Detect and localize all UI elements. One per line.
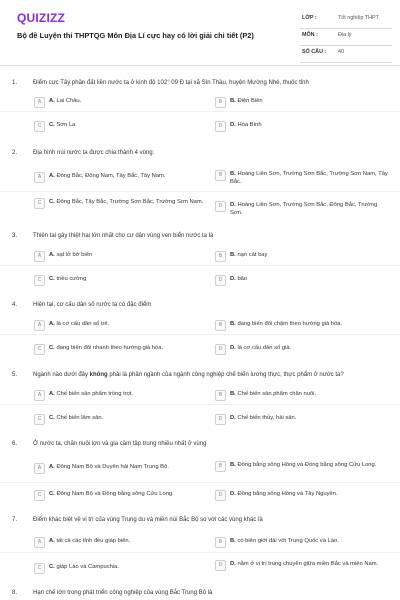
option-letter: C. — [49, 276, 55, 282]
question-number: 8. — [12, 590, 18, 596]
option-text: là cơ cấu dân số già. — [237, 345, 292, 351]
question-text: Hiện tại, cơ cấu dân số nước ta có đặc điểm — [33, 302, 152, 308]
option-letter: C. — [49, 199, 55, 205]
option-c-box: C — [34, 121, 45, 132]
option-d-box: D — [215, 414, 226, 425]
meta-key: SỐ CÂU : — [302, 49, 327, 55]
option-text: Đông Bắc, Đông Nam, Tây Bắc, Tây Nam. — [56, 173, 166, 179]
question-text-part: phải là phân ngành của ngành công nghiệp chế biến lương thực, thực phẩm ở nước ta? — [107, 372, 344, 378]
option-letter: D. — [230, 202, 236, 208]
option-letter: C. — [49, 415, 55, 421]
option-b-box: B — [215, 461, 226, 472]
question-text: Địa hình núi nước ta được chia thành 4 vùng: — [33, 150, 155, 156]
option-text: triều cường — [56, 276, 87, 282]
question-text: Điểm cực Tây phần đất liền nước ta ở kinh độ 102° 09 Đ tại xã Sín Thầu, huyện Mường Nhé, thuộc tỉnh — [33, 80, 309, 86]
option-letter: C. — [49, 564, 55, 570]
option-text: Hòa Bình — [237, 122, 262, 128]
option-text: Sơn La — [56, 122, 76, 128]
option-d-box: D — [215, 201, 226, 212]
option-letter: A. — [49, 98, 55, 104]
option-text: Hoàng Liên Sơn, Trường Sơn Bắc, Trường Sơn Nam, Tây Bắc. — [230, 171, 388, 185]
question-number: 1. — [12, 80, 18, 86]
option-letter: A. — [49, 173, 55, 179]
question-text: Ở nước ta, chăn nuôi lợn và gia cầm tập trung nhiều nhất ở vùng — [33, 441, 207, 447]
option-letter: B. — [230, 391, 236, 397]
option-text: Đông Bắc, Tây Bắc, Trường Sơn Bắc, Trường Sơn Nam. — [56, 199, 204, 205]
question-number: 3. — [12, 233, 18, 239]
option-text: có biên giới dài với Trung Quốc và Lào. — [237, 538, 339, 544]
question-text-emphasis: không — [89, 372, 108, 378]
option-text: nằm ở vị trí trung chuyển giữa miền Bắc và miền Nam. — [237, 561, 379, 567]
worksheet-header — [0, 0, 400, 62]
option-letter: C. — [49, 345, 55, 351]
option-c-box: C — [34, 275, 45, 286]
option-text: Đồng bằng sông Hồng và Tây Nguyên. — [237, 491, 338, 497]
option-letter: A. — [49, 252, 55, 258]
option-divider — [0, 111, 400, 112]
question-text: Hạn chế lớn trong phát triển công nghiệp của vùng Bắc Trung Bộ là — [33, 590, 213, 596]
question-number: 4. — [12, 302, 18, 308]
option-a-box: A — [34, 172, 45, 183]
option-text: Chế biến lâm sản. — [56, 415, 104, 421]
option-b-box: B — [215, 537, 226, 548]
meta-row-question-count — [300, 46, 392, 63]
option-letter: B. — [230, 462, 236, 468]
option-d-box: D — [215, 344, 226, 355]
option-divider — [0, 334, 400, 335]
option-d-box: D — [215, 121, 226, 132]
option-text: Hoàng Liên Sơn, Trường Sơn Bắc, Đông Bắc, Trường Sơn. — [230, 202, 378, 216]
option-b-box: B — [215, 97, 226, 108]
option-text: Lai Châu. — [56, 98, 82, 104]
option-letter: D. — [230, 276, 236, 282]
option-a-box: A — [34, 320, 45, 331]
question-text-part: Ngành nào dưới đây — [33, 372, 90, 378]
meta-key: LỚP : — [302, 15, 317, 21]
option-letter: D. — [230, 415, 236, 421]
option-a-box: A — [34, 97, 45, 108]
option-letter: B. — [230, 321, 236, 327]
option-d-box: D — [215, 275, 226, 286]
option-divider — [0, 404, 400, 405]
option-text: Điện Biên — [237, 98, 263, 104]
option-letter: B. — [230, 538, 236, 544]
option-letter: D. — [230, 561, 236, 567]
question-number: 6. — [12, 441, 18, 447]
option-c-box: C — [34, 414, 45, 425]
option-letter: B. — [230, 98, 236, 104]
option-b-box: B — [215, 320, 226, 331]
option-text: Đông Nam Bộ và Đồng bằng sông Cửu Long. — [56, 491, 174, 497]
meta-value: 40 — [338, 49, 344, 55]
question-number: 5. — [12, 372, 18, 378]
option-c-box: C — [34, 198, 45, 209]
question-text — [33, 372, 388, 378]
option-letter: D. — [230, 491, 236, 497]
option-text: Chế biến sản phẩm chăn nuôi. — [237, 391, 317, 397]
option-letter: D. — [230, 122, 236, 128]
option-d-box: D — [215, 560, 226, 571]
question-number: 2. — [12, 150, 18, 156]
quizizz-logo: QUIZIZZ — [17, 11, 66, 25]
option-text: Đồng bằng sông Hồng và Đồng bằng sông Cửu Long. — [237, 462, 377, 468]
option-text: Đông Nam Bộ và Duyên hải Nam Trung Bộ. — [56, 464, 169, 470]
header-divider — [0, 65, 400, 66]
worksheet-title: Bộ đề Luyện thi THPTQG Môn Địa Lí cực hay có lời giải chi tiết (P2) — [17, 31, 254, 40]
option-text: đang biến đổi nhanh theo hướng già hóa. — [56, 345, 164, 351]
option-divider — [0, 265, 400, 266]
option-text: đang biến đổi chậm theo hướng già hóa. — [237, 321, 343, 327]
option-letter: D. — [230, 345, 236, 351]
option-b-box: B — [215, 251, 226, 262]
option-text: Chế biến sản phẩm trồng trọt. — [56, 391, 134, 397]
option-letter: B. — [230, 252, 236, 258]
option-divider — [0, 552, 400, 553]
option-letter: B. — [230, 171, 236, 177]
option-c-box: C — [34, 344, 45, 355]
meta-value: Địa lý — [338, 32, 352, 38]
option-text: Chế biến thủy, hải sản. — [237, 415, 297, 421]
option-text: sạt lở bờ biển — [56, 252, 93, 258]
option-letter: A. — [49, 464, 55, 470]
meta-row-subject — [300, 29, 392, 46]
question-number: 7. — [12, 517, 18, 523]
option-text: là cơ cấu dân số trẻ. — [56, 321, 110, 327]
meta-row-class — [300, 12, 392, 29]
option-text: nạn cát bay — [237, 252, 268, 258]
option-a-box: A — [34, 537, 45, 548]
option-text: giáp Lào và Campuchia. — [56, 564, 119, 570]
option-letter: A. — [49, 391, 55, 397]
option-b-box: B — [215, 390, 226, 401]
option-divider — [0, 191, 400, 192]
question-text: Thiên tai gây thiệt hại lớn nhất cho cư dân vùng ven biển nước ta là — [33, 233, 214, 239]
option-letter: A. — [49, 321, 55, 327]
option-a-box: A — [34, 251, 45, 262]
option-letter: C. — [49, 122, 55, 128]
option-a-box: A — [34, 463, 45, 474]
question-text: Điểm khác biệt về vị trí của vùng Trung du và miền núi Bắc Bộ so với các vùng khác là — [33, 517, 263, 523]
option-divider — [0, 482, 400, 483]
option-text: bão — [237, 276, 248, 282]
option-a-box: A — [34, 390, 45, 401]
option-c-box: C — [34, 490, 45, 501]
option-b-box: B — [215, 170, 226, 181]
option-letter: A. — [49, 538, 55, 544]
meta-key: MÔN : — [302, 32, 318, 38]
worksheet-meta — [300, 12, 392, 63]
option-text: tất cả các tỉnh đều giáp biển. — [56, 538, 131, 544]
option-c-box: C — [34, 563, 45, 574]
option-letter: C. — [49, 491, 55, 497]
option-d-box: D — [215, 490, 226, 501]
meta-value: Tốt nghiệp THPT — [338, 15, 379, 21]
